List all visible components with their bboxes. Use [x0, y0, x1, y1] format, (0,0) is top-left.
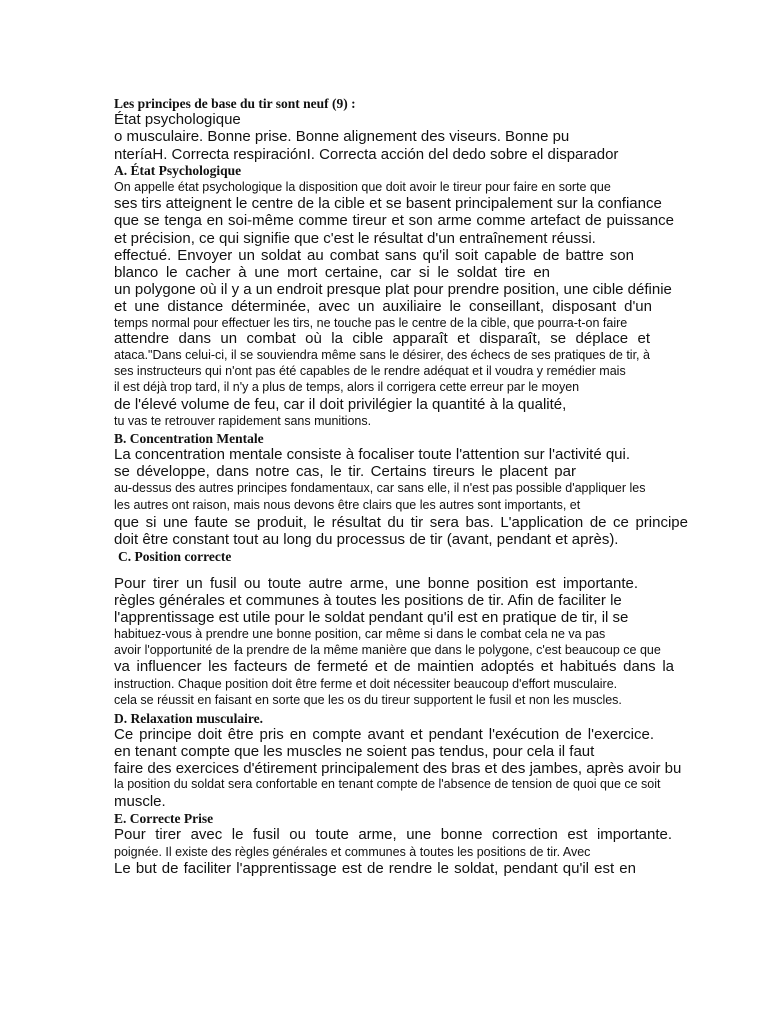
paragraph-line: doit être constant tout au long du processus de tir (avant, pendant et après). — [114, 531, 619, 548]
section-heading-c: C. Position correcte — [118, 549, 232, 564]
paragraph-line: règles générales et communes à toutes les positions de tir. Afin de faciliter le — [114, 592, 622, 609]
paragraph-line: ses tirs atteignent le centre de la cible et se basent principalement sur la confiance — [114, 195, 662, 212]
paragraph-line: un polygone où il y a un endroit presque plat pour prendre position, une cible définie — [114, 281, 672, 298]
paragraph-line: de l'élevé volume de feu, car il doit privilégier la quantité à la qualité, — [114, 396, 567, 413]
paragraph-line: Le but de faciliter l'apprentissage est de rendre le soldat, pendant qu'il est en — [114, 860, 636, 877]
paragraph-line: poignée. Il existe des règles générales et communes à toutes les positions de tir. Avec — [114, 845, 591, 859]
paragraph-line: avoir l'opportunité de la prendre de la même manière que dans le polygone, c'est beaucoup ce que — [114, 643, 661, 657]
paragraph-line: se développe, dans notre cas, le tir. Certains tireurs le placent par — [114, 463, 576, 480]
paragraph-line: On appelle état psychologique la disposition que doit avoir le tireur pour faire en sorte que — [114, 180, 611, 194]
paragraph-line: faire des exercices d'étirement principalement des bras et des jambes, après avoir bu — [114, 760, 682, 777]
paragraph-line: instruction. Chaque position doit être ferme et doit nécessiter beaucoup d'effort musculaire. — [114, 677, 618, 691]
paragraph-line: la position du soldat sera confortable en tenant compte de l'absence de tension de quoi que ce soit — [114, 777, 661, 791]
paragraph-line: il est déjà trop tard, il n'y a plus de temps, alors il corrigera cette erreur par le moyen — [114, 380, 580, 394]
paragraph-line: temps normal pour effectuer les tirs, ne touche pas le centre de la cible, que pourra-t-on faire — [114, 316, 628, 330]
section-heading-b: B. Concentration Mentale — [114, 431, 264, 446]
paragraph-line: au-dessus des autres principes fondamentaux, car sans elle, il n'est pas possible d'appliquer les — [114, 481, 646, 495]
paragraph-line: Pour tirer avec le fusil ou toute arme, une bonne correction est importante. — [114, 826, 672, 843]
section-heading-a: A. État Psychologique — [114, 163, 242, 178]
paragraph-line: habituez-vous à prendre une bonne position, car même si dans le combat cela ne va pas — [114, 627, 606, 641]
paragraph-line: tu vas te retrouver rapidement sans munitions. — [114, 414, 372, 428]
section-heading-d: D. Relaxation musculaire. — [114, 711, 263, 726]
paragraph-line: La concentration mentale consiste à focaliser toute l'attention sur l'activité qui. — [114, 446, 631, 463]
section-heading-e: E. Correcte Prise — [114, 811, 214, 826]
paragraph-line: que se tenga en soi-même comme tireur et son arme comme artefact de puissance — [114, 212, 674, 229]
paragraph-line: va influencer les facteurs de fermeté et de maintien adoptés et habitués dans la — [114, 658, 674, 675]
paragraph-line: ses instructeurs qui n'ont pas été capables de le rendre adéquat et il voudra y remédier mais — [114, 364, 626, 378]
paragraph-line: ataca."Dans celui-ci, il se souviendra même sans le désirer, des échecs de ses pratiques de tir, à — [114, 348, 650, 362]
paragraph-line: en tenant compte que les muscles ne soient pas tendus, pour cela il faut — [114, 743, 595, 760]
paragraph-line: et précision, ce qui signifie que c'est le résultat d'un entraînement réussi. — [114, 230, 596, 247]
paragraph-line: Pour tirer un fusil ou toute autre arme, une bonne position est importante. — [114, 575, 638, 592]
document-title: Les principes de base du tir sont neuf (9) : — [114, 96, 356, 111]
intro-line: nteríaH. Correcta respiraciónI. Correcta acción del dedo sobre el disparador — [114, 146, 619, 163]
paragraph-line: muscle. — [114, 793, 166, 810]
paragraph-line: cela se réussit en faisant en sorte que les os du tireur supportent le fusil et non les muscles. — [114, 693, 622, 707]
paragraph-line: Ce principe doit être pris en compte avant et pendant l'exécution de l'exercice. — [114, 726, 654, 743]
paragraph-line: blanco le cacher à une mort certaine, car si le soldat tire en — [114, 264, 550, 281]
paragraph-line: l'apprentissage est utile pour le soldat pendant qu'il est en pratique de tir, il se — [114, 609, 629, 626]
intro-line: État psychologique — [114, 111, 241, 128]
paragraph-line: et une distance déterminée, avec un auxiliaire le conseillant, disposant d'un — [114, 298, 652, 315]
paragraph-line: effectué. Envoyer un soldat au combat sans qu'il soit capable de battre son — [114, 247, 634, 264]
paragraph-line: attendre dans un combat où la cible apparaît et disparaît, se déplace et — [114, 330, 650, 347]
paragraph-line: que si une faute se produit, le résultat du tir sera bas. L'application de ce principe — [114, 514, 688, 531]
intro-line: o musculaire. Bonne prise. Bonne alignement des viseurs. Bonne pu — [114, 128, 570, 145]
paragraph-line: les autres ont raison, mais nous devons être clairs que les autres sont importants, et — [114, 498, 581, 512]
